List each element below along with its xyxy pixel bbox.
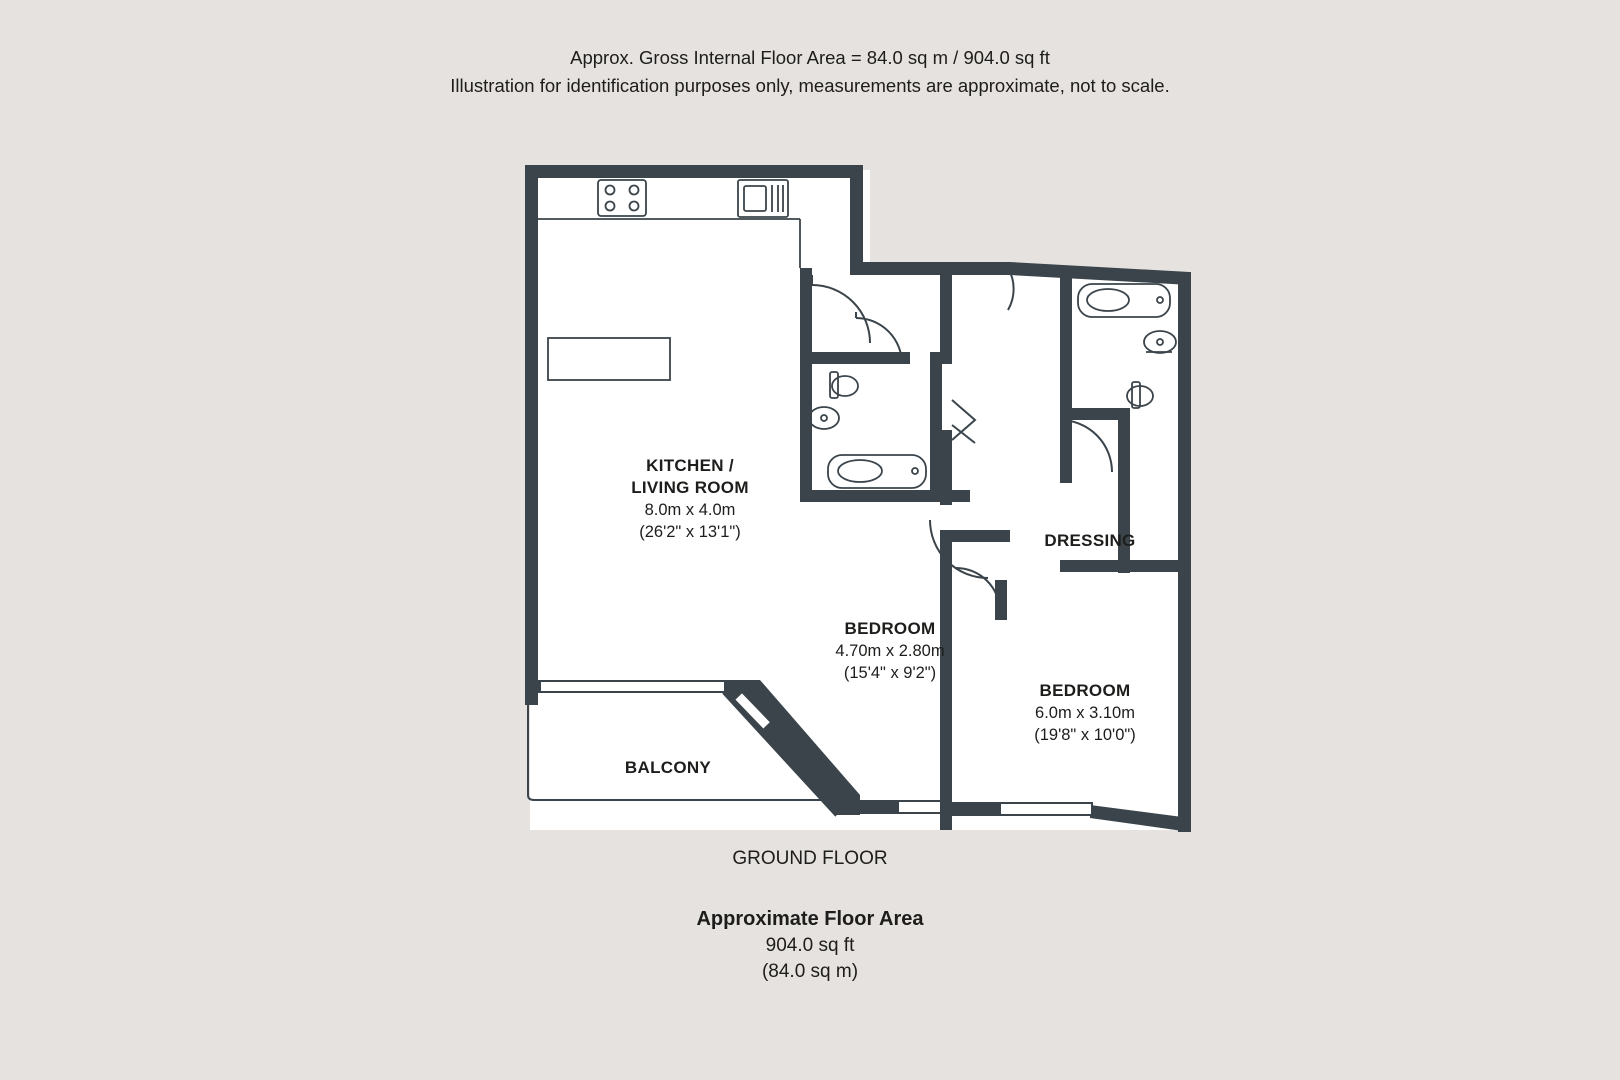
room-label-bedroom-2 — [955, 680, 1215, 746]
room-label-dressing — [1010, 530, 1170, 552]
room-dim-metric: 4.70m x 2.80m — [835, 642, 945, 660]
room-name-line2: LIVING ROOM — [631, 478, 749, 497]
room-label-bedroom-1 — [760, 618, 1020, 684]
room-label-balcony — [548, 757, 788, 779]
room-name-line1: KITCHEN / — [646, 456, 734, 475]
room-dim-metric: 6.0m x 3.10m — [1035, 704, 1135, 722]
approximate-floor-area-sqft: 904.0 sq ft — [765, 935, 855, 956]
room-dim-imperial: (15'4" x 9'2") — [843, 664, 937, 682]
approximate-floor-area-sqm: (84.0 sq m) — [761, 961, 859, 982]
room-dim-metric: 8.0m x 4.0m — [644, 501, 736, 519]
room-name-line1: DRESSING — [1044, 531, 1136, 550]
room-dim-imperial: (26'2" x 13'1") — [639, 523, 741, 541]
room-name-line1: BALCONY — [624, 758, 712, 777]
room-label-kitchen-living-room — [540, 455, 840, 543]
ground-floor-label: GROUND FLOOR — [732, 848, 888, 869]
room-name-line1: BEDROOM — [1039, 681, 1131, 700]
approximate-floor-area-title: Approximate Floor Area — [696, 908, 924, 930]
gross-area-note: Approx. Gross Internal Floor Area = 84.0 sq m / 904.0 sq ft — [570, 47, 1050, 68]
disclaimer-note: Illustration for identification purposes only, measurements are approximate, not to scale. — [450, 75, 1170, 96]
room-name-line1: BEDROOM — [844, 619, 936, 638]
room-dim-imperial: (19'8" x 10'0") — [1034, 726, 1136, 744]
